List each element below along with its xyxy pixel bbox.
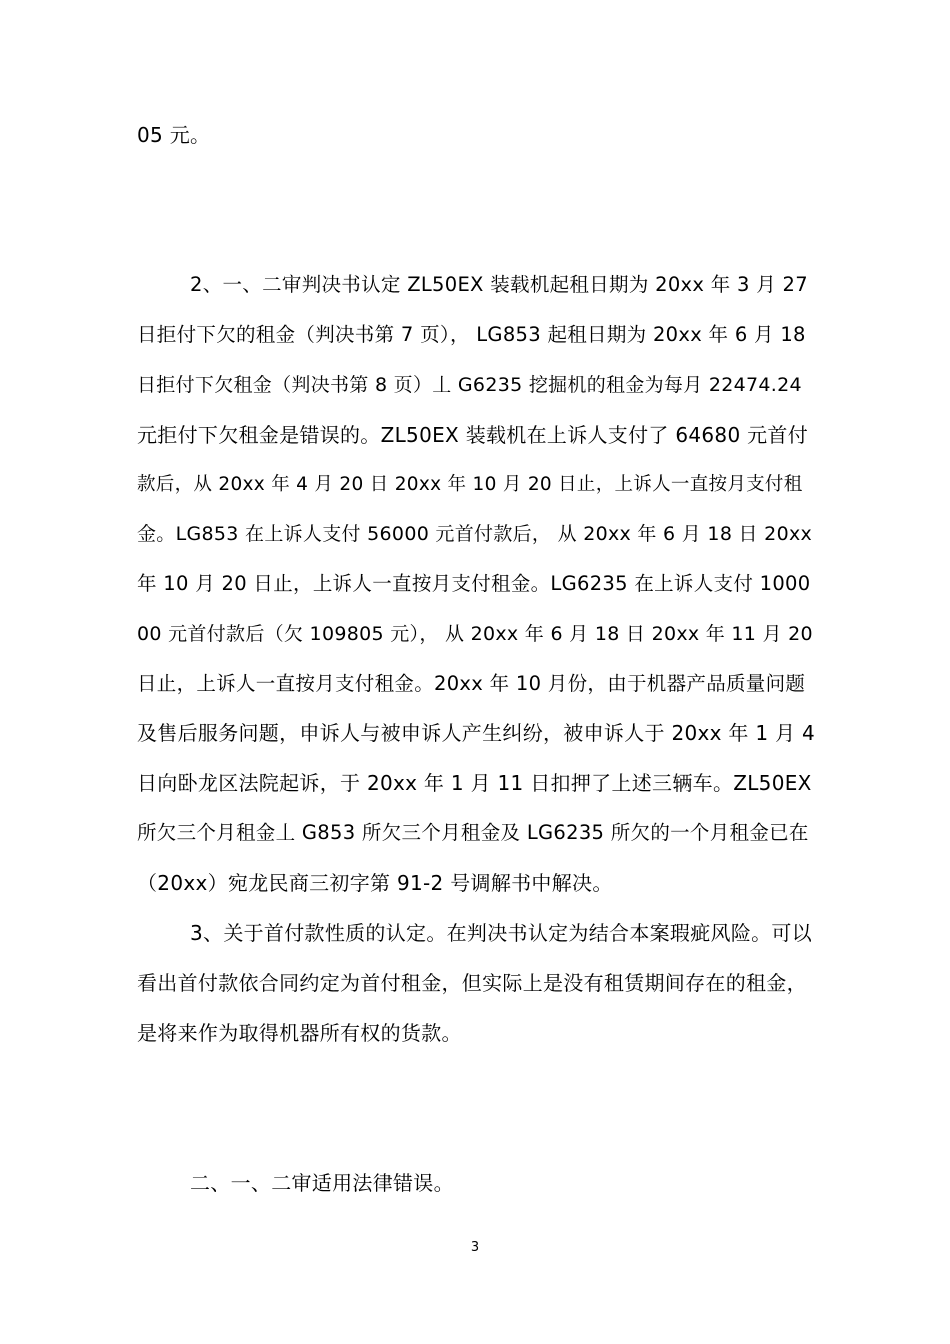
paragraph-2-line-8: 00 元首付款后（欠 109805 元）， 从 20xx 年 6 月 18 日 20xx 年 11 月 20 [137, 623, 813, 645]
paragraph-3-line-3: 是将来作为取得机器所有权的货款。 [137, 1021, 462, 1045]
paragraph-2-line-2: 日拒付下欠的租金（判决书第 7 页）， LG853 起租日期为 20xx 年 6 月 18 [137, 323, 806, 346]
paragraph-2-line-1: 2、一、二审判决书认定 ZL50EX 装载机起租日期为 20xx 年 3 月 27 [190, 273, 808, 296]
paragraph-2-line-6: 金。LG853 在上诉人支付 56000 元首付款后， 从 20xx 年 6 月 18 日 20xx [137, 523, 813, 545]
paragraph-2-line-9: 日止，上诉人一直按月支付租金。20xx 年 10 月份，由于机器产品质量问题 [137, 672, 806, 695]
paragraph-3-line-2: 看出首付款依合同约定为首付租金，但实际上是没有租赁期间存在的租金， [137, 971, 807, 995]
section-heading-2: 二、一、二审适用法律错误。 [190, 1171, 454, 1195]
page-number: 3 [470, 1240, 480, 1255]
paragraph-2-line-7: 年 10 月 20 日止，上诉人一直按月支付租金。LG6235 在上诉人支付 1000 [137, 572, 811, 595]
paragraph-2-line-10: 及售后服务问题，申诉人与被申诉人产生纠纷，被申诉人于 20xx 年 1 月 4 [137, 721, 816, 745]
paragraph-3-line-1: 3、关于首付款性质的认定。在判决书认定为结合本案瑕疵风险。可以 [190, 921, 813, 945]
paragraph-2-line-4: 元拒付下欠租金是错误的。ZL50EX 装载机在上诉人支付了 64680 元首付 [137, 423, 809, 447]
paragraph-2-line-11: 日向卧龙区法院起诉，于 20xx 年 1 月 11 日扣押了上述三辆车。ZL50EX [137, 771, 812, 795]
paragraph-2-line-12: 所欠三个月租金丄 G853 所欠三个月租金及 LG6235 所欠的一个月租金已在 [137, 821, 809, 844]
paragraph-2-line-13: （20xx）宛龙民商三初字第 91-2 号调解书中解决。 [137, 871, 613, 895]
paragraph-2-line-5: 款后，从 20xx 年 4 月 20 日 20xx 年 10 月 20 日止，上诉人一直按月支付租 [137, 474, 803, 495]
continuation-line: 05 元。 [137, 123, 211, 147]
paragraph-2-line-3: 日拒付下欠租金（判决书第 8 页）丄 G6235 挖掘机的租金为每月 22474.24 [137, 374, 802, 396]
